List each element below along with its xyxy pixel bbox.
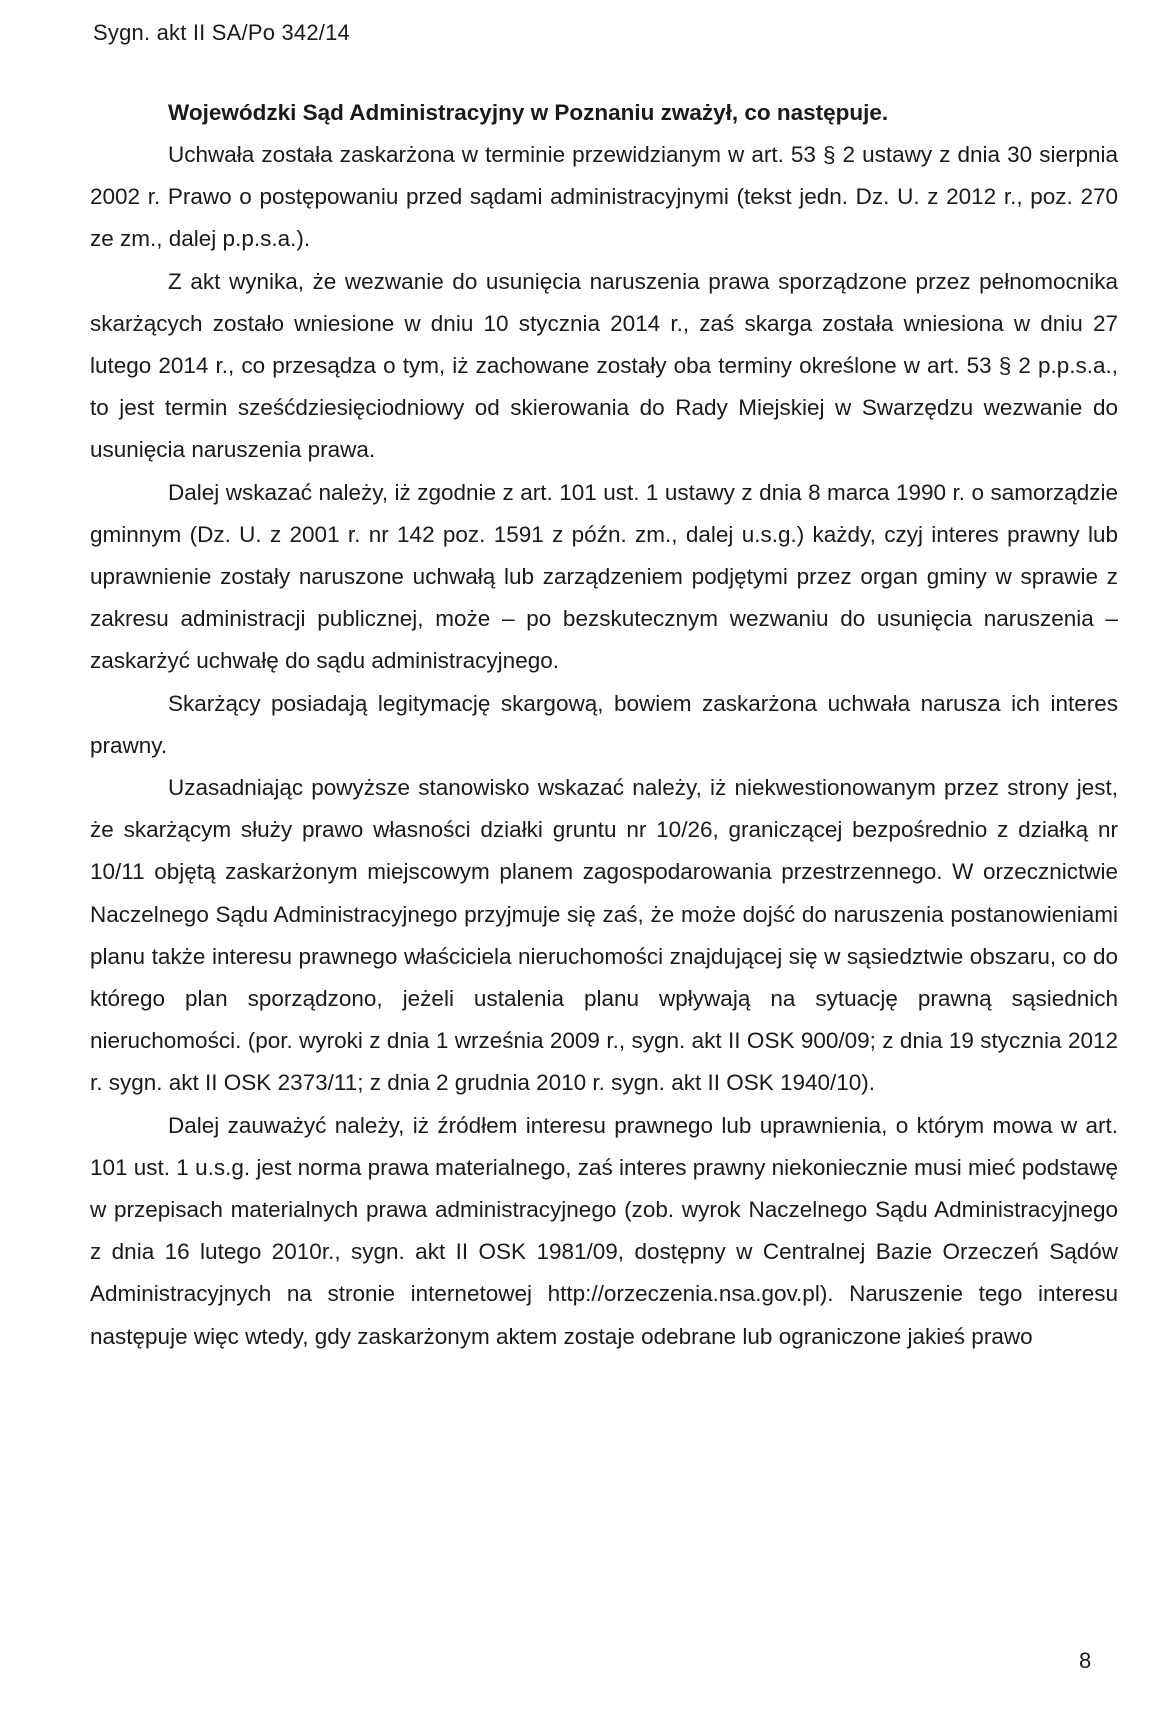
paragraph: Dalej wskazać należy, iż zgodnie z art. 101 ust. 1 ustawy z dnia 8 marca 1990 r. o samorządzie gminnym (Dz. U. z 2001 r. nr 142 poz. 1591 z późn. zm., dalej u.s.g.) każdy, czyj interes prawny lub uprawnienie zostały naruszone uchwałą lub zarządzeniem podjętymi przez organ gminy w sprawie z zakresu administracji publicznej, może – po bezskutecznym wezwaniu do usunięcia naruszenia – zaskarżyć uchwałę do sądu administracyjnego. [90, 479, 1118, 674]
case-number: Sygn. akt II SA/Po 342/14 [93, 20, 350, 45]
page-number: 8 [1079, 1648, 1092, 1673]
document-body [90, 92, 1118, 1358]
paragraph: Skarżący posiadają legitymację skargową, bowiem zaskarżona uchwała narusza ich interes prawny. [90, 690, 1118, 758]
paragraph: Dalej zauważyć należy, iż źródłem interesu prawnego lub uprawnienia, o którym mowa w art. 101 ust. 1 u.s.g. jest norma prawa materialnego, zaś interes prawny niekoniecznie musi mieć podstawę w przepisach materialnych prawa administracyjnego (zob. wyrok Naczelnego Sądu Administracyjnego z dnia 16 lutego 2010r., sygn. akt II OSK 1981/09, dostępny w Centralnej Bazie Orzeczeń Sądów Administracyjnych na stronie internetowej http://orzeczenia.nsa.gov.pl). Naruszenie tego interesu następuje więc wtedy, gdy zaskarżonym aktem zostaje odebrane lub ograniczone jakieś prawo [90, 1112, 1119, 1349]
section-heading: Wojewódzki Sąd Administracyjny w Poznaniu zważył, co następuje. [168, 100, 889, 125]
paragraph: Uchwała została zaskarżona w terminie przewidzianym w art. 53 § 2 ustawy z dnia 30 sierpnia 2002 r. Prawo o postępowaniu przed sądami administracyjnymi (tekst jedn. Dz. U. z 2012 r., poz. 270 ze zm., dalej p.p.s.a.). [90, 142, 1118, 252]
paragraph: Z akt wynika, że wezwanie do usunięcia naruszenia prawa sporządzone przez pełnomocnika skarżących zostało wniesione w dniu 10 stycznia 2014 r., zaś skarga została wniesiona w dniu 27 lutego 2014 r., co przesądza o tym, iż zachowane zostały oba terminy określone w art. 53 § 2 p.p.s.a., to jest termin sześćdziesięciodniowy od skierowania do Rady Miejskiej w Swarzędzu wezwanie do usunięcia naruszenia prawa. [90, 268, 1118, 463]
paragraph: Uzasadniając powyższe stanowisko wskazać należy, iż niekwestionowanym przez strony jest, że skarżącym służy prawo własności działki gruntu nr 10/26, graniczącej bezpośrednio z działką nr 10/11 objętą zaskarżonym miejscowym planem zagospodarowania przestrzennego. W orzecznictwie Naczelnego Sądu Administracyjnego przyjmuje się zaś, że może dojść do naruszenia postanowieniami planu także interesu prawnego właściciela nieruchomości znajdującej się w sąsiedztwie obszaru, co do którego plan sporządzono, jeżeli ustalenia planu wpływają na sytuację prawną sąsiednich nieruchomości. (por. wyroki z dnia 1 września 2009 r., sygn. akt II OSK 900/09; z dnia 19 stycznia 2012 r. sygn. akt II OSK 2373/11; z dnia 2 grudnia 2010 r. sygn. akt II OSK 1940/10). [90, 775, 1118, 1096]
